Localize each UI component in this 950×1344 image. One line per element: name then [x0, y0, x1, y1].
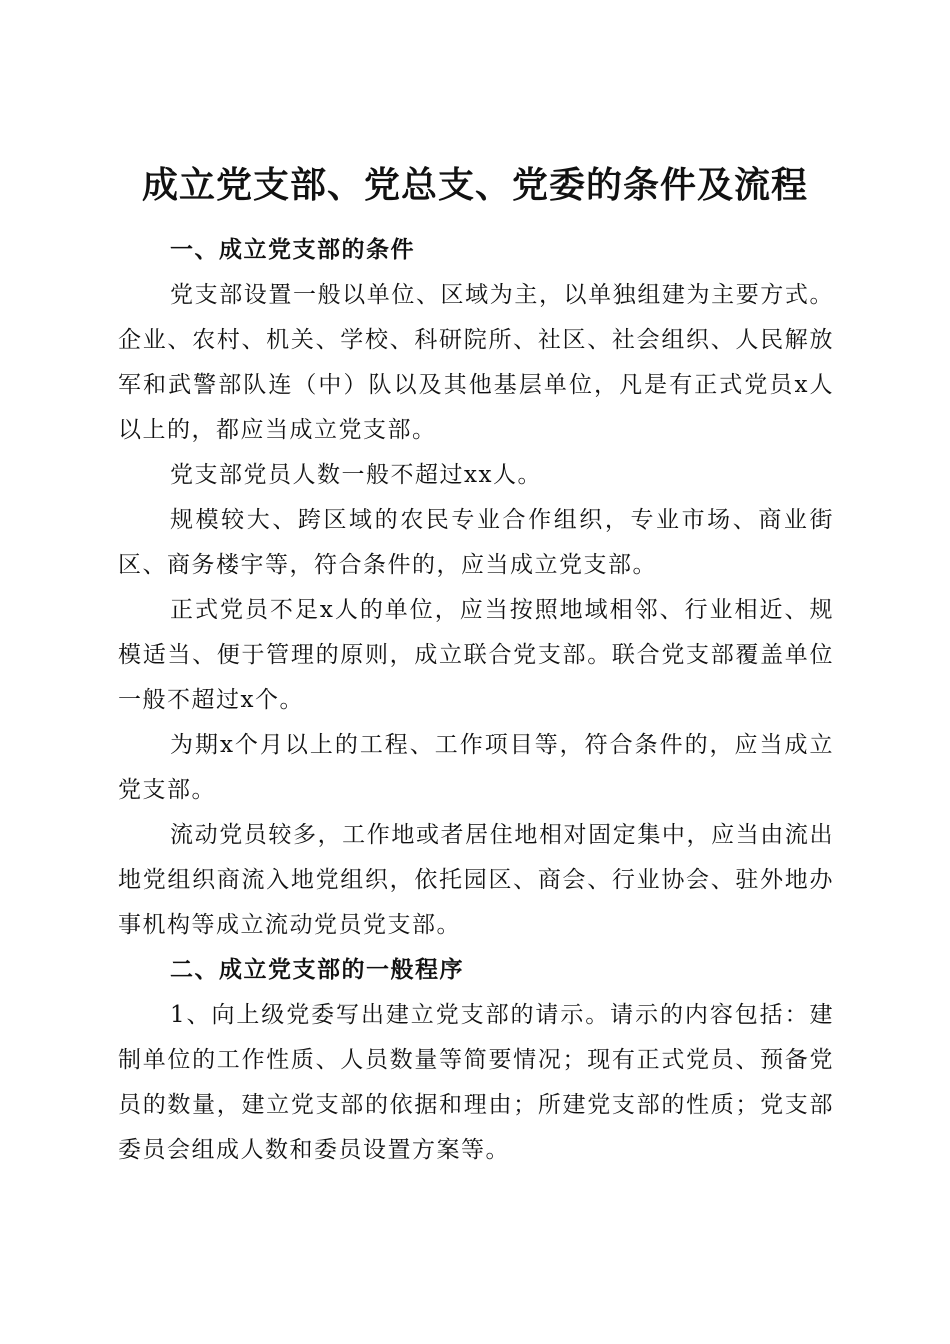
- section-heading: 一、成立党支部的条件: [170, 237, 415, 263]
- paragraph: 流动党员较多，工作地或者居住地相对固定集中，应当由流出地党组织商流入地党组织，依托园区、商会、行业协会、驻外地办事机构等成立流动党员党支部。: [118, 822, 834, 938]
- paragraph: 规模较大、跨区域的农民专业合作组织，专业市场、商业街区、商务楼宇等，符合条件的，应当成立党支部。: [118, 507, 834, 578]
- paragraph: 正式党员不足x人的单位，应当按照地域相邻、行业相近、规模适当、便于管理的原则，成立联合党支部。联合党支部覆盖单位一般不超过x个。: [118, 597, 834, 713]
- paragraph: 党支部党员人数一般不超过xx人。: [170, 462, 542, 488]
- document-body: [118, 228, 834, 1173]
- paragraph: 党支部设置一般以单位、区域为主，以单独组建为主要方式。企业、农村、机关、学校、科研院所、社区、社会组织、人民解放军和武警部队连（中）队以及其他基层单位，凡是有正式党员x人以上的，都应当成立党支部。: [118, 282, 834, 443]
- section-heading: 二、成立党支部的一般程序: [170, 957, 464, 983]
- paragraph: 为期x个月以上的工程、工作项目等，符合条件的，应当成立党支部。: [118, 732, 834, 803]
- document-title: 成立党支部、党总支、党委的条件及流程: [141, 164, 808, 207]
- paragraph: 1、向上级党委写出建立党支部的请示。请示的内容包括：建制单位的工作性质、人员数量等简要情况；现有正式党员、预备党员的数量，建立党支部的依据和理由；所建党支部的性质；党支部委员会组成人数和委员设置方案等。: [118, 1002, 834, 1163]
